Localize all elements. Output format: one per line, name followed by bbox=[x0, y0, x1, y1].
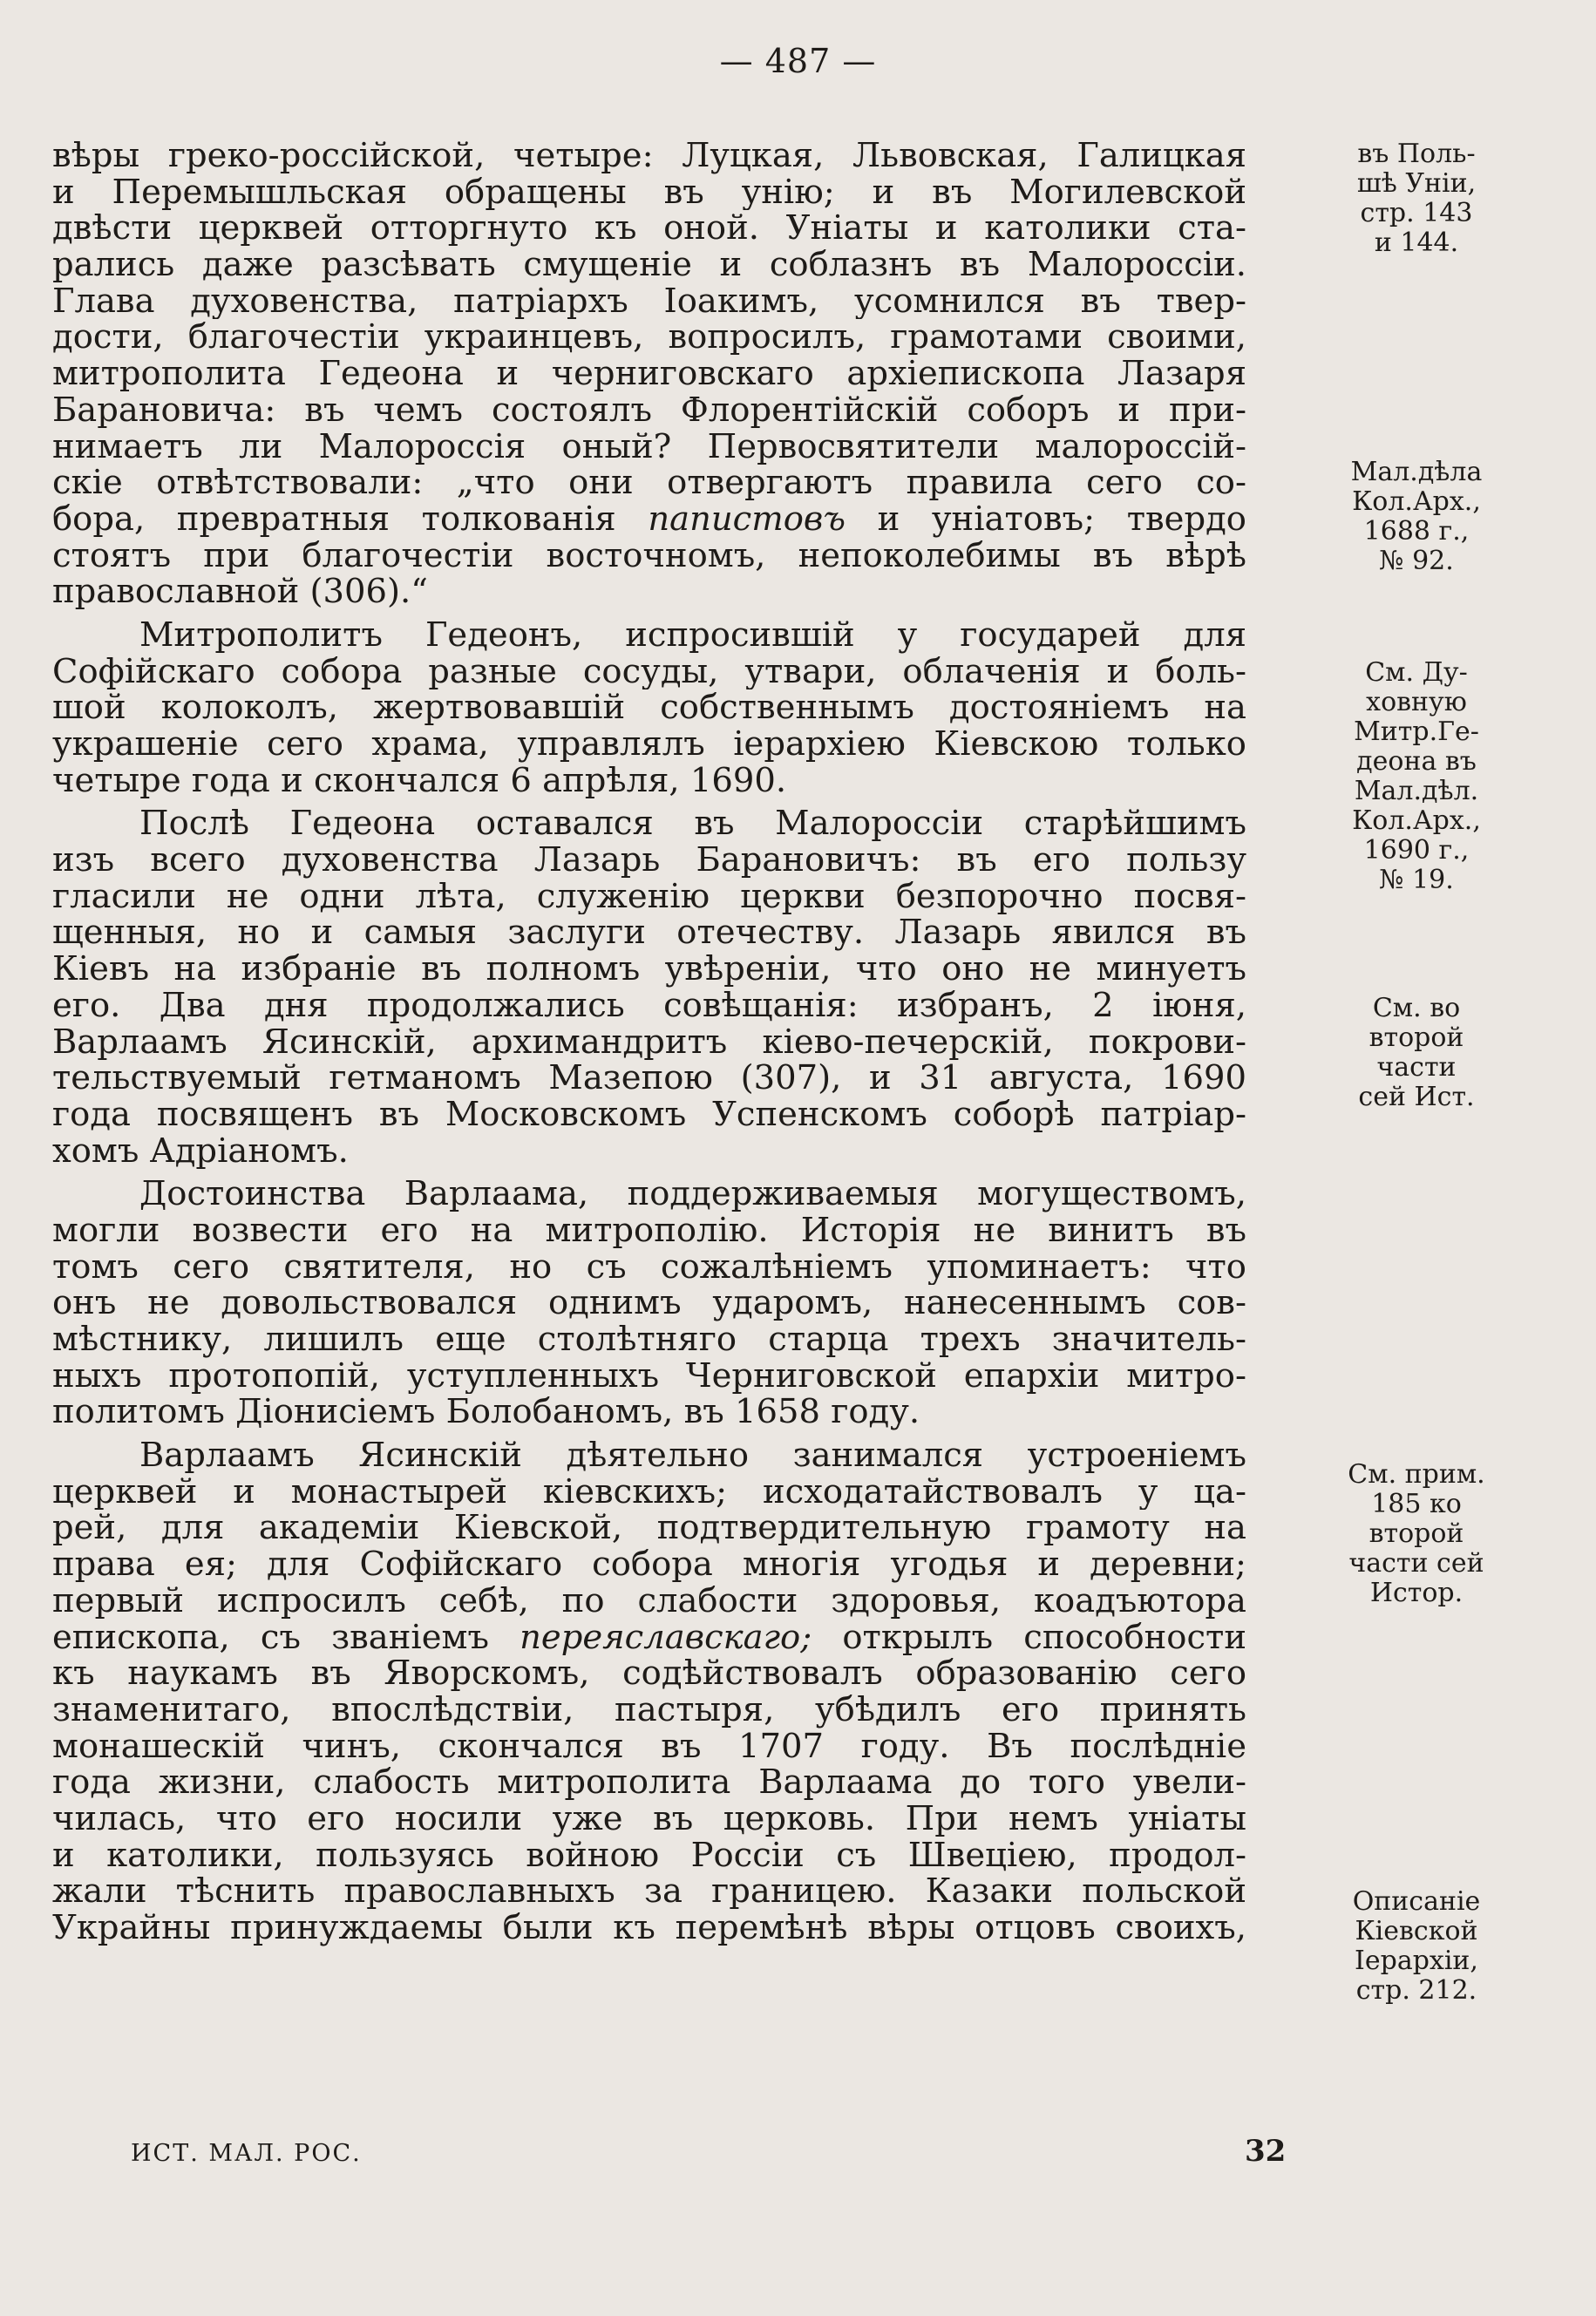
margin-note-line: Кол.Арх., bbox=[1352, 486, 1481, 517]
text-line: Глава духовенства, патрiархъ Iоакимъ, усомнился въ твер- bbox=[52, 282, 1246, 320]
text-line: нимаетъ ли Малороссiя оный? Первосвятители малороссiй- bbox=[52, 428, 1246, 465]
margin-note-line: Кiевской bbox=[1355, 1916, 1478, 1946]
margin-note bbox=[1246, 994, 1586, 1112]
margin-note-line: части сей bbox=[1348, 1548, 1484, 1579]
margin-note-line: 185 ко bbox=[1371, 1489, 1462, 1519]
italic-word: папистовъ bbox=[648, 500, 846, 538]
margin-note-line: стр. 212. bbox=[1355, 1975, 1477, 2006]
margin-note-line: части bbox=[1376, 1052, 1457, 1083]
margin-note-line: второй bbox=[1368, 1022, 1464, 1053]
text-line: монашескiй чинъ, скончался въ 1707 году. Въ послѣднiе bbox=[52, 1728, 1246, 1765]
margin-note-line: въ Поль- bbox=[1357, 139, 1476, 169]
margin-note-line: См. во bbox=[1372, 993, 1461, 1023]
text-line: тельствуемый гетманомъ Мазепою (307), и 31 августа, 1690 bbox=[52, 1060, 1246, 1097]
text-line: права ея; для Софiйскаго собора многiя угодья и деревни; bbox=[52, 1546, 1246, 1583]
margin-note bbox=[1246, 139, 1586, 258]
margin-note-line: № 92. bbox=[1379, 546, 1454, 576]
text-line: года посвященъ въ Московскомъ Успенскомъ соборѣ патрiар- bbox=[52, 1096, 1246, 1133]
margin-note-line: Кол.Арх., bbox=[1352, 805, 1481, 836]
text-line: православной (306).“ bbox=[52, 574, 428, 610]
text-line: Барановича: въ чемъ состоялъ Флорентiйскiй соборъ и при- bbox=[52, 391, 1246, 429]
text-line: рей, для академiи Кiевской, подтвердительную грамоту на bbox=[52, 1510, 1246, 1547]
sheet-number: 32 bbox=[1245, 2134, 1287, 2169]
text-line: его. Два дня продолжались совѣщанiя: избранъ, 2 iюня, bbox=[52, 987, 1246, 1024]
text-line: и католики, пользуясь войною Россiи съ Швецiею, продол- bbox=[52, 1837, 1246, 1874]
text-line: шой колоколъ, жертвовавшiй собственнымъ достоянiемъ на bbox=[52, 689, 1246, 726]
text-line: гласили не одни лѣта, служенiю церкви безпорочно посвя- bbox=[52, 878, 1246, 915]
text-line: знаменитаго, впослѣдствiи, пастыря, убѣдилъ его принять bbox=[52, 1691, 1246, 1729]
text-segment: открылъ способности bbox=[812, 1619, 1246, 1656]
text-line: чилась, что его носили уже въ церковь. При немъ унiаты bbox=[52, 1800, 1246, 1837]
text-line: Софiйскаго собора разные сосуды, утвари, облаченiя и боль- bbox=[52, 653, 1246, 690]
margin-note-line: Митр.Ге- bbox=[1354, 717, 1479, 747]
text-line: митрополита Гедеона и черниговскаго архiепископа Лазаря bbox=[52, 356, 1246, 392]
italic-word: переяславскаго; bbox=[520, 1619, 812, 1656]
text-line: ныхъ протопопiй, уступленныхъ Черниговской епархiи митро- bbox=[52, 1357, 1246, 1395]
main-text bbox=[52, 138, 1246, 1946]
margin-note-line: См. прим. bbox=[1348, 1459, 1485, 1490]
margin-note bbox=[1246, 658, 1586, 895]
text-line: стоятъ при благочестiи восточномъ, непоколебимы въ вѣрѣ bbox=[52, 537, 1246, 574]
text-line: политомъ Дiонисiемъ Болобаномъ, въ 1658 году. bbox=[52, 1394, 920, 1431]
margin-note-line: стр. 143 bbox=[1360, 198, 1473, 228]
text-line: онъ не довольствовался однимъ ударомъ, нанесеннымъ сов- bbox=[52, 1285, 1246, 1321]
text-line: Кiевъ на избранiе въ полномъ увѣренiи, что оно не минуетъ bbox=[52, 951, 1246, 988]
text-line: щенныя, но и самыя заслуги отечеству. Лазарь явился въ bbox=[52, 914, 1246, 952]
text-line: скiе отвѣтствовали: „что они отвергаютъ правила сего со- bbox=[52, 465, 1246, 501]
text-line: могли возвести его на митрополiю. Исторiя не винитъ въ bbox=[52, 1212, 1246, 1249]
text-line: къ наукамъ въ Яворскомъ, содѣйствовалъ образованiю сего bbox=[52, 1655, 1246, 1692]
text-segment: и унiатовъ; твердо bbox=[846, 500, 1246, 538]
margin-note-line: и 144. bbox=[1374, 228, 1459, 258]
text-line: Украйны принуждаемы были къ перемѣнѣ вѣры отцовъ своихъ, bbox=[52, 1910, 1246, 1946]
text-line: хомъ Адрiаномъ. bbox=[52, 1132, 349, 1170]
page-number: — 487 — bbox=[719, 42, 877, 80]
margin-note-line: Мал.дѣл. bbox=[1354, 776, 1479, 806]
margin-note bbox=[1246, 458, 1586, 576]
text-line: года жизни, слабость митрополита Варлаама до того увели- bbox=[52, 1764, 1246, 1801]
margin-note-line: 1690 г., bbox=[1363, 835, 1470, 866]
margin-note-line: См. Ду- bbox=[1365, 657, 1468, 688]
text-line: Послѣ Гедеона оставался въ Малороссiи старѣйшимъ bbox=[139, 805, 1246, 843]
margin-note-line: шѣ Унiи, bbox=[1356, 168, 1477, 199]
text-line: мѣстнику, лишилъ еще столѣтняго старца трехъ значитель- bbox=[52, 1321, 1246, 1358]
paragraph bbox=[52, 1437, 1246, 1946]
text-line bbox=[52, 501, 1246, 538]
text-line: Достоинства Варлаама, поддерживаемыя могуществомъ, bbox=[139, 1176, 1246, 1212]
margin-note-line: № 19. bbox=[1379, 865, 1454, 895]
text-line: Варлаамъ Ясинскiй дѣятельно занимался устроенiемъ bbox=[139, 1437, 1246, 1474]
text-line: томъ сего святителя, но съ сожалѣнiемъ упоминаетъ: что bbox=[52, 1248, 1246, 1286]
text-line: Варлаамъ Ясинскiй, архимандритъ кiево-печерскiй, покрови- bbox=[52, 1023, 1246, 1061]
margin-note bbox=[1246, 1887, 1586, 2006]
text-line: жали тѣснить православныхъ за границею. Казаки польской bbox=[52, 1873, 1246, 1910]
margin-note-line: Описанiе bbox=[1352, 1886, 1481, 1917]
text-line: изъ всего духовенства Лазарь Барановичъ: въ его пользу bbox=[52, 842, 1246, 879]
paragraph bbox=[52, 138, 1246, 610]
text-line: рались даже разсѣвать смущенiе и соблазнъ въ Малороссiи. bbox=[52, 247, 1246, 283]
text-line bbox=[52, 1620, 1246, 1656]
margin-note-line: деона въ bbox=[1356, 746, 1477, 777]
paragraph bbox=[52, 805, 1246, 1169]
margin-note-line: Истор. bbox=[1369, 1578, 1464, 1608]
margin-note-line: 1688 г., bbox=[1363, 516, 1470, 547]
text-line: Митрополитъ Гедеонъ, испросившiй у государей для bbox=[139, 616, 1246, 654]
margin-note bbox=[1246, 1460, 1586, 1608]
footer-signature: ИСТ. МАЛ. РОС. bbox=[131, 2140, 362, 2167]
paragraph bbox=[52, 1176, 1246, 1430]
text-line: дости, благочестiи украинцевъ, вопросилъ, грамотами своими, bbox=[52, 319, 1246, 357]
text-line: вѣры греко-россiйской, четыре: Луцкая, Львовская, Галицкая bbox=[52, 138, 1246, 174]
text-line: четыре года и скончался 6 апрѣля, 1690. bbox=[52, 762, 787, 799]
text-segment: епископа, съ званiемъ bbox=[52, 1619, 489, 1656]
text-line: двѣсти церквей отторгнуто къ оной. Унiаты и католики ста- bbox=[52, 210, 1246, 248]
margin-note-line: Мал.дѣла bbox=[1350, 457, 1483, 487]
margin-note-line: второй bbox=[1368, 1518, 1464, 1549]
margin-note-line: Iерархiи, bbox=[1355, 1946, 1478, 1976]
text-line: украшенiе сего храма, управлялъ iерархiею Кiевскою только bbox=[52, 726, 1246, 763]
paragraph bbox=[52, 617, 1246, 798]
text-line: первый испросилъ себѣ, по слабости здоровья, коадъютора bbox=[52, 1582, 1246, 1620]
margin-note-line: сей Ист. bbox=[1358, 1082, 1475, 1112]
text-segment: бора, превратныя толкованiя bbox=[52, 500, 616, 538]
margin-note-line: ховную bbox=[1366, 687, 1467, 717]
text-line: и Перемышльская обращены въ унiю; и въ Могилевской bbox=[52, 173, 1246, 211]
text-line: церквей и монастырей кiевскихъ; исходатайствовалъ у ца- bbox=[52, 1473, 1246, 1511]
